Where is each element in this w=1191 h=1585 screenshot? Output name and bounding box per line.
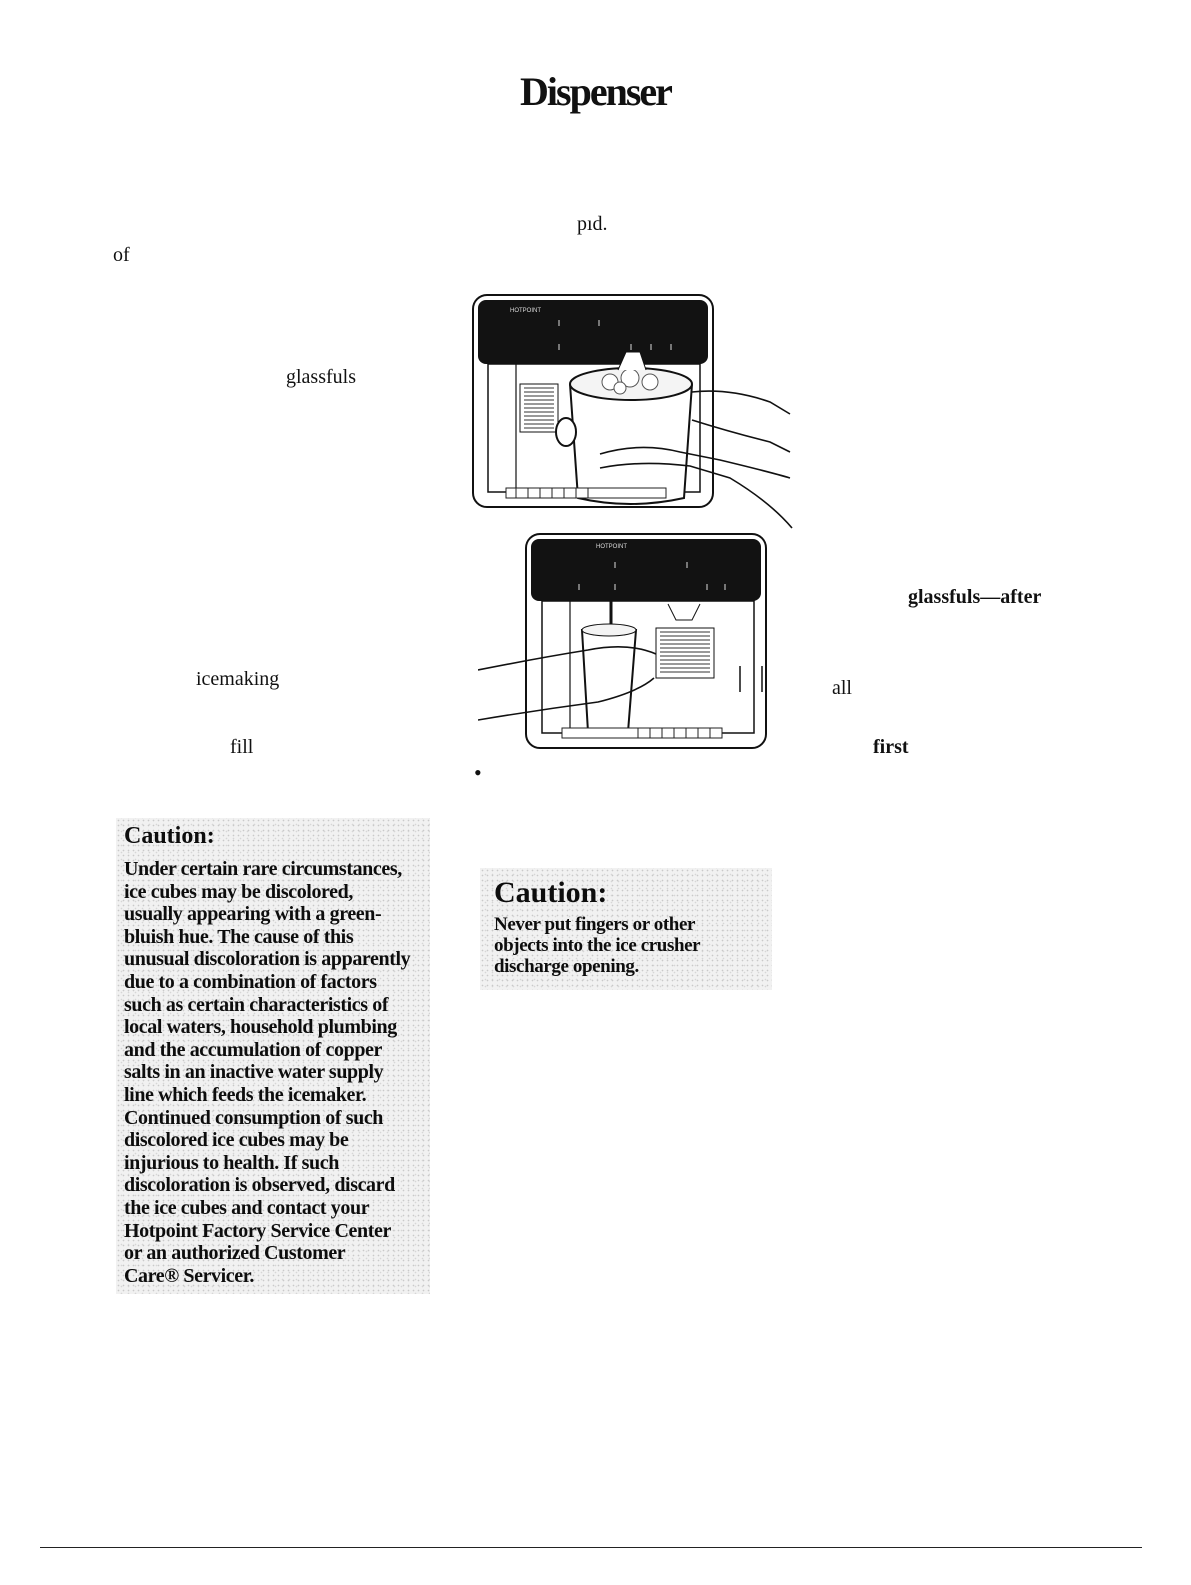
- caution-line: due to a combination of factors: [124, 970, 377, 993]
- caution-line: ice cubes may be discolored,: [124, 880, 353, 903]
- caution-line: Care® Servicer.: [124, 1264, 255, 1287]
- bullet-marker: •: [474, 760, 482, 785]
- caution-line: objects into the ice crusher: [494, 935, 701, 956]
- footer-rule: [40, 1547, 1142, 1548]
- caution-line: Hotpoint Factory Service Center: [124, 1219, 391, 1242]
- text-fragment-first: first: [873, 736, 909, 758]
- caution-line: injurious to health. If such: [124, 1151, 339, 1174]
- caution-line: line which feeds the icemaker.: [124, 1083, 367, 1106]
- caution-line: unusual discoloration is apparently: [124, 948, 411, 971]
- caution-line: Never put fingers or other: [494, 914, 696, 935]
- caution-line: Continued consumption of such: [124, 1106, 384, 1129]
- text-fragment-fill: fill: [230, 736, 254, 758]
- caution-heading: Caution:: [494, 876, 608, 909]
- caution-line: and the accumulation of copper: [124, 1038, 383, 1061]
- brand-label: HOTPOINT: [510, 308, 541, 314]
- water-dispenser-illustration: [478, 532, 778, 754]
- caution-box-discolored-ice: [116, 818, 430, 1294]
- ice-dispenser-illustration: [470, 292, 800, 532]
- caution-heading: Caution:: [124, 823, 215, 849]
- caution-line: bluish hue. The cause of this: [124, 925, 354, 948]
- text-fragment-of: of: [113, 244, 130, 266]
- caution-line: usually appearing with a green-: [124, 903, 382, 926]
- text-fragment-glassfuls: glassfuls: [286, 366, 356, 388]
- caution-text: [494, 914, 772, 977]
- caution-line: discharge opening.: [494, 956, 639, 977]
- text-fragment-pad: pıd.: [577, 213, 608, 235]
- text-fragment-all: all: [832, 677, 852, 699]
- caution-line: salts in an inactive water supply: [124, 1061, 384, 1084]
- caution-line: or an authorized Customer: [124, 1242, 346, 1265]
- page-title: Dispenser: [520, 69, 671, 114]
- caution-line: discoloration is observed, discard: [124, 1174, 395, 1197]
- caution-line: local waters, household plumbing: [124, 1016, 397, 1039]
- brand-label: HOTPOINT: [596, 544, 627, 550]
- caution-text: [124, 858, 430, 1287]
- caution-line: discolored ice cubes may be: [124, 1129, 349, 1152]
- caution-line: such as certain characteristics of: [124, 993, 389, 1016]
- text-fragment-glassfuls-after: glassfuls—after: [908, 586, 1042, 608]
- caution-box-ice-crusher: [480, 868, 772, 990]
- text-fragment-icemaking: icemaking: [196, 668, 280, 690]
- caution-line: the ice cubes and contact your: [124, 1196, 370, 1219]
- caution-line: Under certain rare circumstances,: [124, 858, 402, 880]
